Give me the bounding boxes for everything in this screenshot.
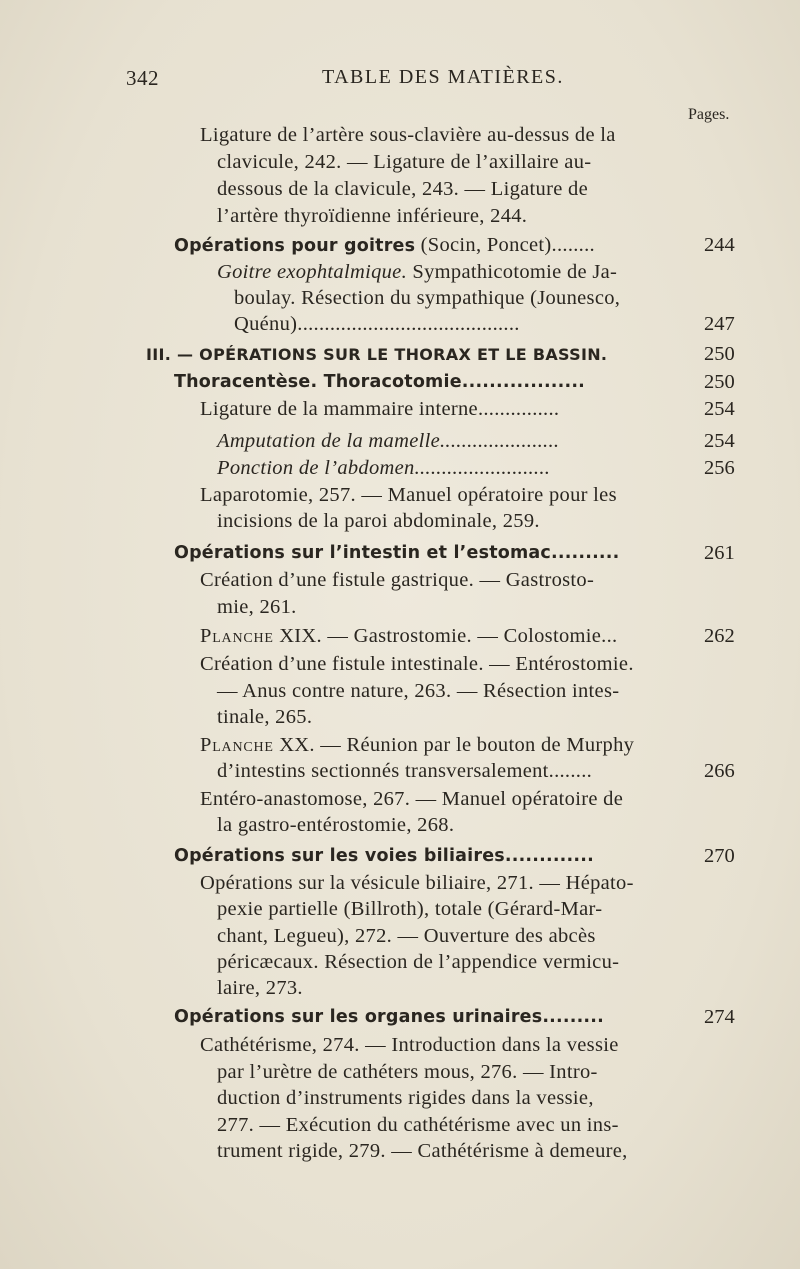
- page-reference: 261: [704, 542, 735, 564]
- toc-line: tinale, 265.: [217, 706, 313, 728]
- toc-line: chant, Legueu), 272. — Ouverture des abcès: [217, 925, 596, 947]
- page-reference: 244: [704, 234, 735, 256]
- toc-line: Opérations sur les organes urinaires.........: [174, 1007, 604, 1027]
- page-reference: 250: [704, 371, 735, 393]
- running-title: TABLE DES MATIÈRES.: [322, 66, 564, 88]
- page-reference: 270: [704, 845, 735, 867]
- toc-line: Cathétérisme, 274. — Introduction dans la vessie: [200, 1034, 619, 1056]
- page-reference: 254: [704, 398, 735, 420]
- page-reference: 254: [704, 430, 735, 452]
- toc-line: Planche XIX. — Gastrostomie. — Colostomie...: [200, 625, 618, 647]
- toc-line: laire, 273.: [217, 977, 303, 999]
- toc-line: Ligature de la mammaire interne...............: [200, 398, 560, 420]
- page-reference: 256: [704, 457, 735, 479]
- toc-line: boulay. Résection du sympathique (Jounesco,: [234, 287, 621, 309]
- section-heading: Opérations pour goitres: [174, 236, 416, 256]
- toc-line: Opérations sur l’intestin et l’estomac..........: [174, 543, 620, 563]
- toc-line: d’intestins sectionnés transversalement........: [217, 760, 593, 782]
- page-reference: 247: [704, 313, 735, 335]
- page-reference: 262: [704, 625, 735, 647]
- toc-line: duction d’instruments rigides dans la vessie,: [217, 1087, 594, 1109]
- toc-line: Opérations sur les voies biliaires.............: [174, 846, 594, 866]
- toc-line: péricæcaux. Résection de l’appendice vermicu-: [217, 951, 620, 973]
- toc-line: dessous de la clavicule, 243. — Ligature de: [217, 178, 588, 200]
- toc-line: Création d’une fistule gastrique. — Gastrosto-: [200, 569, 595, 591]
- toc-line: trument rigide, 279. — Cathétérisme à demeure,: [217, 1140, 628, 1162]
- page-reference: 274: [704, 1006, 735, 1028]
- toc-line: mie, 261.: [217, 596, 297, 618]
- toc-line: Opérations pour goitres (Socin, Poncet)........: [174, 234, 595, 256]
- toc-line: Création d’une fistule intestinale. — Entérostomie.: [200, 653, 634, 675]
- toc-line: Entéro-anastomose, 267. — Manuel opératoire de: [200, 788, 624, 810]
- toc-line: 277. — Exécution du cathétérisme avec un ins-: [217, 1114, 619, 1136]
- toc-line: Laparotomie, 257. — Manuel opératoire pour les: [200, 484, 617, 506]
- toc-line: incisions de la paroi abdominale, 259.: [217, 510, 540, 532]
- toc-line: Amputation de la mamelle......................: [217, 430, 560, 452]
- toc-line: clavicule, 242. — Ligature de l’axillaire au-: [217, 151, 592, 173]
- toc-line: III. — OPÉRATIONS SUR LE THORAX ET LE BASSIN.: [146, 345, 608, 364]
- page-number: 342: [126, 66, 159, 90]
- toc-line: Goitre exophtalmique. Sympathicotomie de Ja-: [217, 261, 618, 283]
- pages-column-label: Pages.: [688, 106, 730, 123]
- page-reference: 250: [704, 343, 735, 365]
- toc-line: Opérations sur la vésicule biliaire, 271. — Hépato-: [200, 872, 634, 894]
- toc-line: — Anus contre nature, 263. — Résection intes-: [217, 680, 620, 702]
- page-reference: 266: [704, 760, 735, 782]
- toc-line: par l’urètre de cathéters mous, 276. — Intro-: [217, 1061, 598, 1083]
- toc-line: Ligature de l’artère sous-clavière au-dessus de la: [200, 124, 616, 146]
- toc-line: Thoracentèse. Thoracotomie..................: [174, 372, 586, 392]
- toc-line: Ponction de l’abdomen.........................: [217, 457, 551, 479]
- toc-line: l’artère thyroïdienne inférieure, 244.: [217, 205, 528, 227]
- toc-line: Planche XX. — Réunion par le bouton de Murphy: [200, 734, 635, 756]
- toc-line: pexie partielle (Billroth), totale (Gérard-Mar-: [217, 898, 603, 920]
- toc-line: Quénu).........................................: [234, 313, 520, 335]
- toc-line: la gastro-entérostomie, 268.: [217, 814, 455, 836]
